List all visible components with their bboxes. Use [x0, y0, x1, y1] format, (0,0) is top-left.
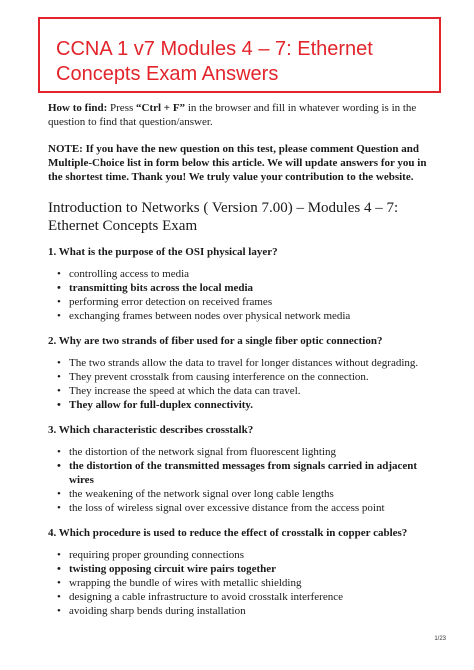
how-to-find-paragraph: [48, 101, 430, 129]
question-1-option-4: • exchanging frames between nodes over physical network media: [69, 309, 430, 323]
question-4-option-2-correct: • twisting opposing circuit wire pairs together: [69, 562, 430, 576]
note-paragraph: NOTE: If you have the new question on this test, please comment Question and Multiple-Choice list in form below this article. We will update answers for you in the shortest time. Thank you! We truly value your contribution to the website.: [48, 143, 427, 183]
how-to-find-key: “Ctrl + F”: [136, 102, 186, 114]
question-4-option-5: • avoiding sharp bends during installation: [69, 604, 430, 618]
how-to-find-pre: Press: [107, 102, 137, 114]
page-title: CCNA 1 v7 Modules 4 – 7: Ethernet Concepts Exam Answers: [56, 38, 373, 85]
how-to-find-label: How to find:: [48, 102, 108, 114]
question-4-option-1: • requiring proper grounding connections: [69, 548, 430, 562]
question-2-option-3: • They increase the speed at which the data can travel.: [69, 384, 430, 398]
question-3-option-2-correct: • the distortion of the transmitted messages from signals carried in adjacent wires: [69, 459, 430, 487]
question-2-option-4-correct: • They allow for full-duplex connectivity.: [69, 398, 430, 412]
question-1-option-2-correct: • transmitting bits across the local media: [69, 281, 430, 295]
question-1: 1. What is the purpose of the OSI physical layer?: [48, 246, 278, 258]
question-4-options: [48, 548, 430, 618]
question-3: 3. Which characteristic describes crosstalk?: [48, 424, 254, 436]
question-3-options: [48, 445, 430, 515]
question-2-option-2: • They prevent crosstalk from causing interference on the connection.: [69, 370, 430, 384]
title-box: [38, 17, 441, 93]
question-2: 2. Why are two strands of fiber used for a single fiber optic connection?: [48, 335, 383, 347]
question-1-options: [48, 267, 430, 323]
question-2-option-1: • The two strands allow the data to travel for longer distances without degrading.: [69, 356, 430, 370]
question-3-option-4: • the loss of wireless signal over excessive distance from the access point: [69, 501, 430, 515]
section-subtitle: Introduction to Networks ( Version 7.00) – Modules 4 – 7: Ethernet Concepts Exam: [48, 200, 399, 234]
question-2-options: [48, 356, 430, 412]
question-4-option-3: • wrapping the bundle of wires with metallic shielding: [69, 576, 430, 590]
question-4: 4. Which procedure is used to reduce the effect of crosstalk in copper cables?: [48, 527, 408, 539]
page-number: 1/23: [434, 636, 446, 642]
question-3-option-3: • the weakening of the network signal over long cable lengths: [69, 487, 430, 501]
how-to-find-text: in the browser and fill in whatever wording is in the question to find that question/answer.: [48, 102, 417, 128]
article-body: [48, 101, 430, 629]
question-1-option-1: • controlling access to media: [69, 267, 430, 281]
question-1-option-3: • performing error detection on received frames: [69, 295, 430, 309]
question-3-option-1: • the distortion of the network signal from fluorescent lighting: [69, 445, 430, 459]
question-4-option-4: • designing a cable infrastructure to avoid crosstalk interference: [69, 590, 430, 604]
